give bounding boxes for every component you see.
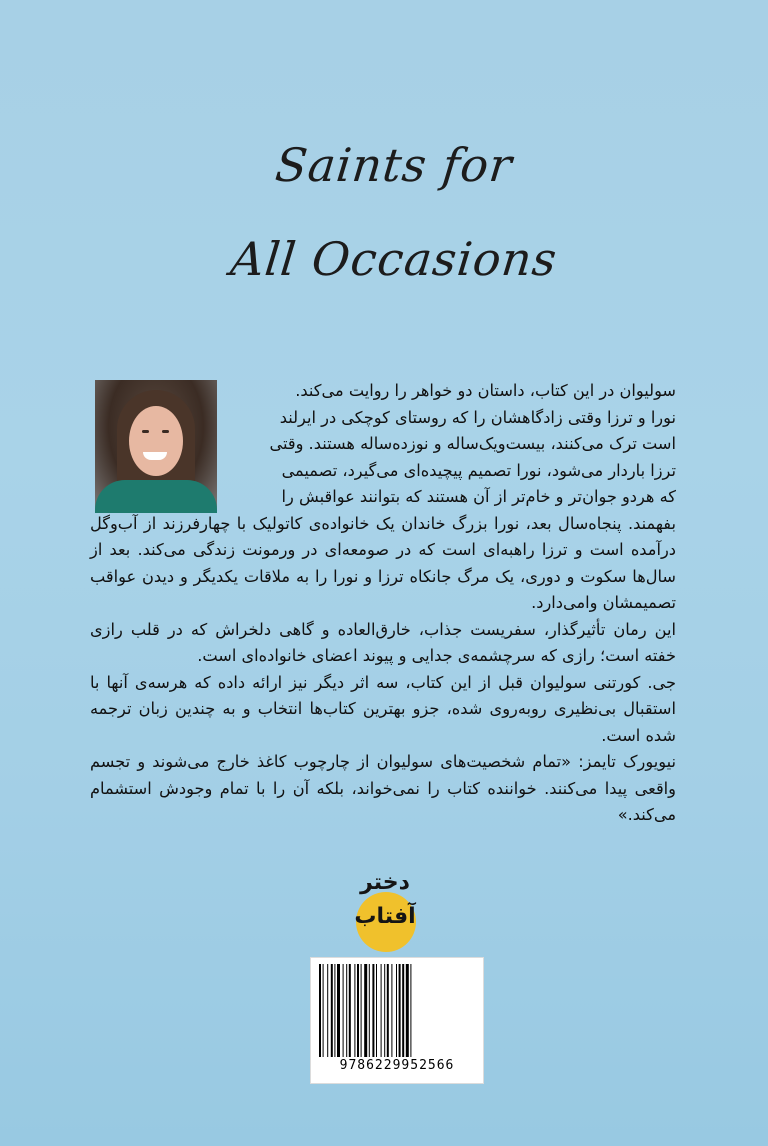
blurb-line: است ترک می‌کنند، بیست‌ویک‌ساله و نوزده‌ساله هستند. وقتی bbox=[269, 434, 676, 453]
blurb-line: نورا و ترزا وقتی زادگاهشان را که روستای کوچکی در ایرلند bbox=[279, 407, 676, 427]
publisher-name-line-1: دختر bbox=[360, 870, 410, 895]
blurb-paragraph-3: جی. کورتنی سولیوان قبل از این کتاب، سه اثر دیگر نیز ارائه داده که هرسه‌ی آنها با استقبال بی‌نظیری روبه‌روی شده، جزو بهترین کتاب‌ها انتخاب و به چندین زبان ترجمه شده است. bbox=[90, 672, 676, 745]
book-title-line-2: All Occasions bbox=[228, 232, 560, 286]
blurb-line: سولیوان در این کتاب، داستان دو خواهر را روایت می‌کند. bbox=[295, 381, 676, 400]
blurb-line: ترزا باردار می‌شود، نورا تصمیم پیچیده‌ای می‌گیرد، تصمیمی bbox=[281, 460, 676, 480]
blurb-line: که هردو جوان‌تر و خام‌تر از آن هستند که بتوانند عواقبش را bbox=[281, 487, 676, 506]
blurb-paragraph-4: نیویورک تایمز: «تمام شخصیت‌های سولیوان از چارچوب کاغذ خارج می‌شوند و تجسم واقعی پیدا می‌کنند. خواننده کتاب را نمی‌خواند، بلکه آن را با تمام وجودش استشمام می‌کند.» bbox=[90, 752, 676, 824]
blurb-paragraph-1-continuation: بفهمند. پنجاه‌سال بعد، نورا بزرگ خاندان یک خانواده‌ی کاتولیک با چهارفرزند از آب‌وگل درآمده است و ترزا راهبه‌ای است که در صومعه‌ای در ورمونت زندگی می‌کند. بعد از سال‌ها سکوت و دوری، یک مرگ جانکاه ترزا و نورا را به ملاقات یکدیگر و دیدن عواقب تصمیمشان وامی‌دارد. bbox=[90, 513, 676, 612]
publisher-name-line-2: آفتاب bbox=[354, 904, 416, 929]
blurb-paragraph-2: این رمان تأثیرگذار، سفریست جذاب، خارق‌العاده و گاهی دلخراش که در قلب رازی خفته است؛ رازی که سرچشمه‌ی جدایی و پیوند اعضای خانواده‌ای است. bbox=[90, 619, 676, 665]
blurb-paragraph-1 bbox=[90, 378, 676, 829]
publisher-logo bbox=[348, 868, 418, 958]
barcode-bars bbox=[317, 964, 477, 1057]
isbn-number: 9786229952566 bbox=[339, 1058, 455, 1073]
book-title-line-1: Saints for bbox=[272, 138, 516, 192]
isbn-barcode bbox=[310, 957, 484, 1084]
